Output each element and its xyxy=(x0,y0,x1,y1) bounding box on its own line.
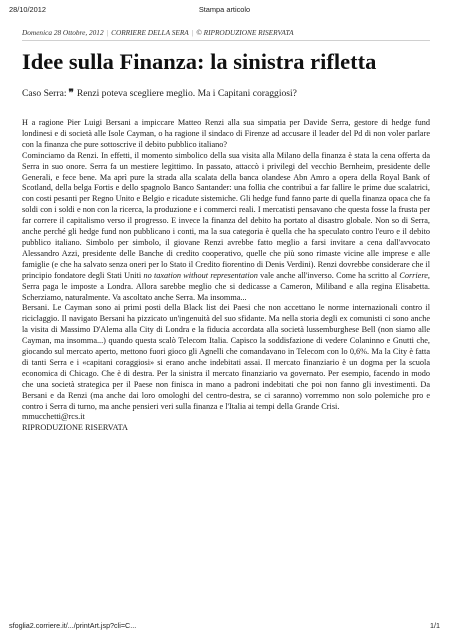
copyright-notice: © RIPRODUZIONE RISERVATA xyxy=(196,28,294,37)
body-text-italic: no taxation without representation xyxy=(143,270,258,280)
article-headline: Idee sulla Finanza: la sinistra rifletta xyxy=(22,49,377,74)
page-number: 1/1 xyxy=(430,621,440,630)
article-body xyxy=(22,118,430,434)
body-text-italic: Corriere xyxy=(399,270,428,280)
rights-reserved: RIPRODUZIONE RISERVATA xyxy=(22,423,129,433)
dateline xyxy=(22,28,430,41)
body-paragraph xyxy=(22,151,430,304)
body-text-segment: , Serra paga le imposte a Londra. Allora sarebbe meglio che si dedicasse a Cameron, Miliband e alla regina Elisabetta. Scherziamo, naturalmente. Va ascoltato anche Serra. Ma insomma... xyxy=(22,270,430,302)
publication-source: CORRIERE DELLA SERA xyxy=(111,28,189,37)
print-page-title: Stampa articolo xyxy=(198,5,251,14)
print-date: 28/10/2012 xyxy=(9,5,46,14)
print-url: sfoglia2.corriere.it/.../printArt.jsp?cli=C... xyxy=(9,621,137,630)
author-email: mmucchetti@rcs.it xyxy=(22,412,85,422)
body-text-segment: vale anche all'inverso. Come ha scritto al xyxy=(257,270,400,280)
body-text-segment: Cominciamo da Renzi. In effetti, il momento simbolico della sua visita alla Milano della finanza è stata la cena offerta da Serra in suo onore. Serra fa un mestiere legittimo. In passato, attaccò i privilegi del vecchio Bernheim, presidente delle Generali, e fece bene. Ma aprì pure la strada alla scalata della banca olandese Abn Amro a opera della Royal Bank of Scotland, della belga Fortis e dello spagnolo Banco Santander: una follia che contribuì a far fallire le prime due scalatrici, con costi pesanti per Regno Unito e Belgio e ricadute sistemiche. Gli hedge fund fanno parte di quella finanza opaca che fa soldi con i soldi e non con la ricerca, la produzione e i commerci reali. I mercatisti pensavano che questa fosse la frusta per far correre il capitalismo verso il progresso. E invece la finanza del debito ha portato al disastro globale. Non so di Serra, anche perché gli hedge fund non pubblicano i conti, ma la sua categoria è quella che ha speculato contro l'euro e il debito pubblico italiano. Simbolo per simbolo, il giovane Renzi avrebbe fatto meglio a farsi invitare a cena dall'avvocato Alessandro Azzi, presidente delle Banche di credito cooperativo, quelle che più sono rimaste vicine alle imprese e alle famiglie (e che ha salvato senza oneri per lo Stato il Credito fiorentino di Denis Verdini). Renzi dovrebbe considerare che il principio fondatore degli Stati Uniti xyxy=(22,150,430,280)
dateline-separator: | xyxy=(106,28,109,37)
body-paragraph: H a ragione Pier Luigi Bersani a impiccare Matteo Renzi alla sua simpatia per Davide Serra, gestore di hedge fund londinesi e di società alle Isole Cayman, o ha ragione il sindaco di Firenze ad accusare il leader del Pd di non voler parlare con la finanza che pure sottoscrive il debito pubblico italiano? xyxy=(22,118,430,149)
article xyxy=(22,28,430,434)
subhead-text: Renzi poteva scegliere meglio. Ma i Capitani coraggiosi? xyxy=(76,88,297,99)
body-paragraph: Bersani. Le Cayman sono ai primi posti della Black list dei Paesi che non accettano le norme internazionali contro il riciclaggio. Il navigato Bersani ha pizzicato un'ingenuità del suo sfidante. Ma nella storia degli ex comunisti ci sono anche la visita di Massimo D'Alema alla City di Londra e la fiducia accordata alla società lussemburghese Bell (non siamo alle Cayman, ma insomma...) quando questa scalò Telecom Italia. Capisco la soddisfazione di vedere Colaninno e Gnutti che, giocando sul mercato aperto, mettono fuori gioco gli Agnelli che comandavano in Telecom con lo 0,6%. Ma la City è fatta di tanti Serra e i «capitani coraggiosi» si erano anche indebitati assai. Il mercato finanziario è un dogma per la scuola economica di Chicago. Che è di destra. Per la sinistra il mercato finanziario va governato. Per esempio, facendo in modo che una società strategica per il Paese non finisca in mano a padroni indebitati che poi non fanno gli investimenti. Da Bersani e da Renzi (ma anche dai loro omologhi del centro-destra, se ci saranno) vorremmo non solo polemiche pro e contro i Serra di turno, ma anche pensieri veri sulla finanza e l'Italia ai tempi della Grande Crisi. xyxy=(22,303,430,411)
dateline-separator: | xyxy=(191,28,194,37)
print-footer xyxy=(9,621,440,633)
article-subhead xyxy=(22,88,430,99)
publication-date: Domenica 28 Ottobre, 2012 xyxy=(22,28,104,37)
print-header xyxy=(9,5,440,17)
subhead-prefix: Caso Serra: xyxy=(22,88,67,99)
quote-mark-icon: ❞ xyxy=(68,88,74,99)
